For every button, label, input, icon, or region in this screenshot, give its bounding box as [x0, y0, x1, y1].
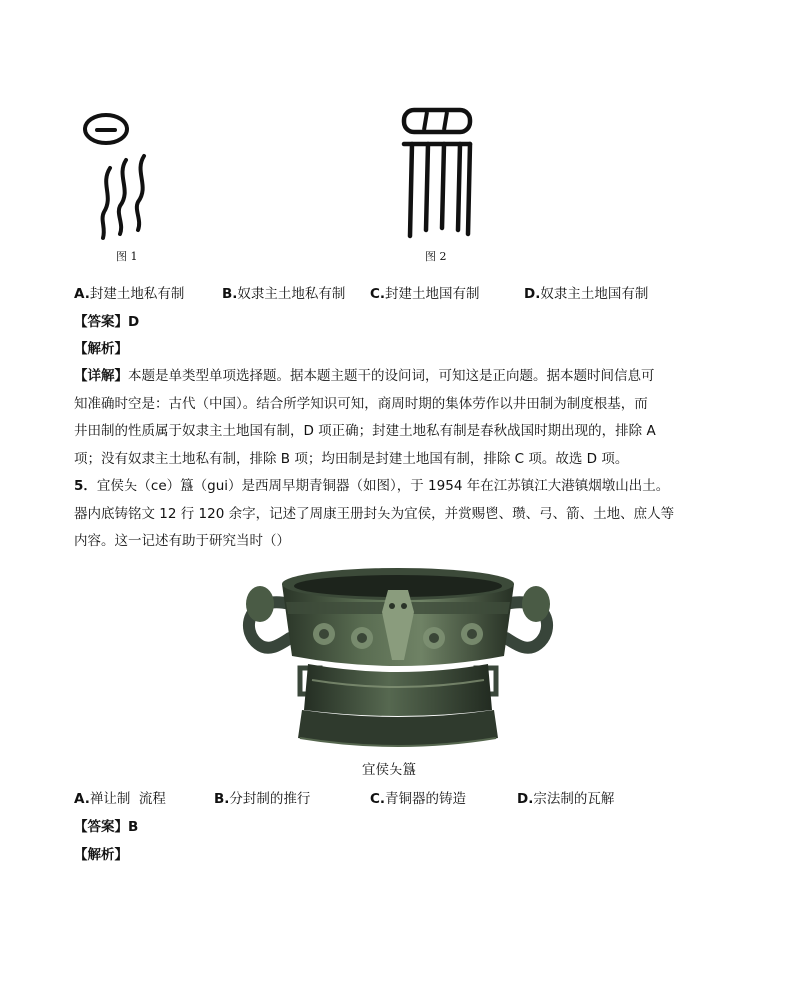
- q4-option-c: C.封建土地国有制: [370, 286, 480, 302]
- q4-detail-line-3: 井田制的性质属于奴隶主土地国有制，D 项正确；封建土地私有制是春秋战国时期出现的，排除 A: [74, 423, 656, 439]
- q5-stem-line-3: 内容。这一记述有助于研究当时（）: [74, 533, 290, 549]
- figure-1-glyph: [76, 104, 166, 244]
- figure-2-glyph: [398, 104, 478, 240]
- q5-option-b: B.分封制的推行: [214, 791, 311, 807]
- q4-option-a: A.封建土地私有制: [74, 286, 185, 302]
- q5-stem: [74, 473, 694, 556]
- q4-analysis-label: 【解析】: [74, 341, 128, 357]
- bronze-gui-image: [238, 560, 558, 756]
- q5-stem-line-2: 器内底铸铭文 12 行 120 余字，记述了周康王册封夨为宜侯，并赏赐鬯、瓒、弓、箭、土地、庶人等: [74, 505, 675, 522]
- q5-analysis-label: 【解析】: [74, 847, 128, 863]
- figure-1-caption: 图 1: [116, 250, 138, 263]
- q5-option-a: A.禅让制 流程: [74, 791, 166, 807]
- figure-2-caption: 图 2: [425, 250, 447, 263]
- q4-detail-line-1: 【详解】本题是单类型单项选择题。据本题主题干的设问词，可知这是正向题。据本题时间信息可: [74, 368, 655, 384]
- q5-stem-line-1: 5．宜侯夨（ce）簋（gui）是西周早期青铜器（如图），于 1954 年在江苏镇江大港镇烟墩山出土。: [74, 478, 670, 494]
- q4-option-b: B.奴隶主土地私有制: [222, 286, 346, 302]
- bronze-gui-caption: 宜侯夨簋: [362, 762, 416, 778]
- q4-option-d: D.奴隶主土地国有制: [524, 286, 649, 302]
- q5-option-d: D.宗法制的瓦解: [517, 791, 615, 807]
- q4-detail-paragraph: [74, 363, 694, 473]
- q5-answer: 【答案】B: [74, 819, 139, 835]
- q5-option-c: C.青铜器的铸造: [370, 791, 467, 807]
- q4-answer: 【答案】D: [74, 314, 140, 330]
- q4-detail-line-2: 知准确时空是：古代（中国）。结合所学知识可知，商周时期的集体劳作以井田制为制度根基，而: [74, 395, 648, 412]
- q4-detail-line-4: 项；没有奴隶主土地私有制，排除 B 项；均田制是封建土地国有制，排除 C 项。故选 D 项。: [74, 450, 629, 467]
